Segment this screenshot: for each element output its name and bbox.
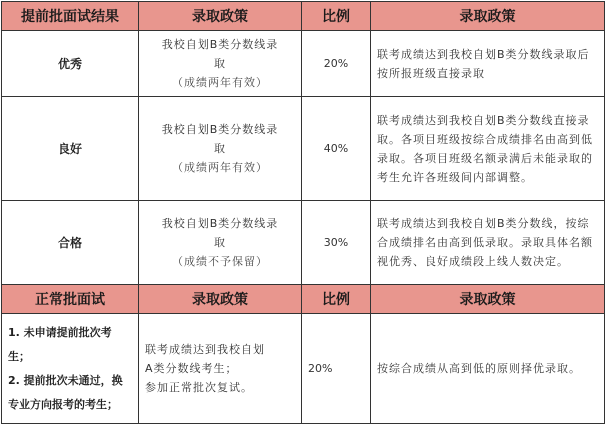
detail-pass: 联考成绩达到我校自划B类分数线，按综合成绩排名由高到低录取。录取具体名额视优秀、良好成绩段上线人数决定。 bbox=[371, 201, 605, 285]
policy-note: （成绩两年有效） bbox=[172, 161, 268, 174]
policy-line: 我校自划B类分数线录 bbox=[161, 217, 279, 230]
policy-good bbox=[139, 97, 302, 201]
header-row-early bbox=[2, 2, 605, 31]
table-row-pass bbox=[2, 201, 605, 285]
policy-normal bbox=[139, 314, 302, 424]
header-policy: 录取政策 bbox=[139, 285, 302, 314]
table-row-good bbox=[2, 97, 605, 201]
grade-pass: 合格 bbox=[2, 201, 139, 285]
policy-note: （成绩不予保留） bbox=[172, 255, 268, 268]
header-ratio: 比例 bbox=[302, 2, 371, 31]
detail-normal: 按综合成绩从高到低的原则择优录取。 bbox=[371, 314, 605, 424]
normal-conditions bbox=[2, 314, 139, 424]
ratio-normal: 20% bbox=[302, 314, 371, 424]
condition-item: 2. 提前批次未通过，换专业方向报考的考生； bbox=[8, 373, 123, 411]
grade-excellent: 优秀 bbox=[2, 31, 139, 97]
detail-good: 联考成绩达到我校自划B类分数线直接录取。各项目班级按综合成绩排名由高到低录取。各项目班级名额录满后未能录取的考生允许各班级间内部调整。 bbox=[371, 97, 605, 201]
table-row-excellent bbox=[2, 31, 605, 97]
policy-line: 我校自划B类分数线录 bbox=[161, 38, 279, 51]
policy-line: 参加正常批次复试。 bbox=[145, 381, 253, 394]
admission-policy-table bbox=[1, 1, 605, 424]
header-early-result: 提前批面试结果 bbox=[2, 2, 139, 31]
policy-line: 取 bbox=[214, 57, 226, 70]
table-row-normal bbox=[2, 314, 605, 424]
header-policy-detail: 录取政策 bbox=[371, 2, 605, 31]
ratio-good: 40% bbox=[302, 97, 371, 201]
policy-line: 我校自划B类分数线录 bbox=[161, 123, 279, 136]
policy-note: （成绩两年有效） bbox=[172, 76, 268, 89]
policy-line: 取 bbox=[214, 236, 226, 249]
header-policy-detail: 录取政策 bbox=[371, 285, 605, 314]
policy-line: 取 bbox=[214, 142, 226, 155]
policy-line: A类分数线考生； bbox=[145, 362, 238, 375]
ratio-excellent: 20% bbox=[302, 31, 371, 97]
ratio-pass: 30% bbox=[302, 201, 371, 285]
detail-excellent: 联考成绩达到我校自划B类分数线录取后按所报班级直接录取 bbox=[371, 31, 605, 97]
header-ratio: 比例 bbox=[302, 285, 371, 314]
header-policy: 录取政策 bbox=[139, 2, 302, 31]
header-normal-interview: 正常批面试 bbox=[2, 285, 139, 314]
policy-pass bbox=[139, 201, 302, 285]
grade-good: 良好 bbox=[2, 97, 139, 201]
condition-item: 1. 未申请提前批次考生； bbox=[8, 325, 112, 363]
policy-line: 联考成绩达到我校自划 bbox=[145, 343, 265, 356]
policy-excellent bbox=[139, 31, 302, 97]
header-row-normal bbox=[2, 285, 605, 314]
admission-policy-page bbox=[0, 1, 605, 432]
